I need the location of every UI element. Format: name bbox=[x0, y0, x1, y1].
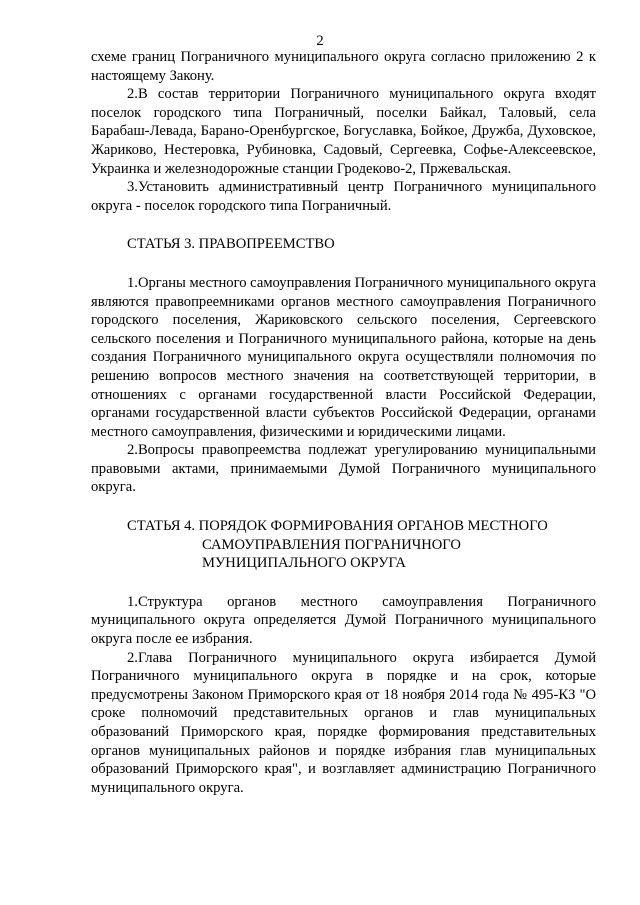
page-number: 2 bbox=[316, 33, 324, 49]
article-4-paragraph-1: 1.Структура органов местного самоуправления Пограничного муниципального округа определяется Думой Пограничного муниципального округа после ее избрания. bbox=[91, 593, 596, 648]
paragraph-continuation: схеме границ Пограничного муниципального округа согласно приложению 2 к настоящему Закону. bbox=[91, 49, 596, 84]
article-3-paragraph-1: 1.Органы местного самоуправления Пограничного муниципального округа являются правопреемниками органов местного самоуправления Пограничного городского поселения, Жариковского сельского поселения, Сергеевского сельского поселения и Пограничного муниципального района, которые на день создания Пограничного муниципального округа осуществляли полномочия по решению вопросов местного значения на соответствующей территории, в отношениях с органами государственной власти Российской Федерации, органами государственной власти субъектов Российской Федерации, органами местного самоуправления, физическими и юридическими лицами. bbox=[91, 274, 596, 440]
article-4-heading-line-1: СТАТЬЯ 4. ПОРЯДОК ФОРМИРОВАНИЯ ОРГАНОВ МЕСТНОГО bbox=[127, 518, 548, 535]
article-4-heading-line-3: МУНИЦИПАЛЬНОГО ОКРУГА bbox=[202, 555, 406, 572]
article-4-heading-line-2: САМОУПРАВЛЕНИЯ ПОГРАНИЧНОГО bbox=[202, 536, 461, 553]
article-4-paragraph-2: 2.Глава Пограничного муниципального округа избирается Думой Пограничного муниципального округа в порядке и на срок, которые предусмотрены Законом Приморского края от 18 ноября 2014 года № 495-КЗ "О сроке полномочий представительных органов и глав муниципальных образований Приморского края, порядке формирования представительных органов муниципальных районов и порядке избрания глав муниципальных образований Приморского края", и возглавляет администрацию Пограничного муниципального округа. bbox=[91, 649, 596, 796]
document-body bbox=[91, 48, 596, 797]
article-3-heading: СТАТЬЯ 3. ПРАВОПРЕЕМСТВО bbox=[127, 236, 335, 253]
article-3-paragraph-2: 2.Вопросы правопреемства подлежат урегулированию муниципальными правовыми актами, принимаемыми Думой Пограничного муниципального округа. bbox=[91, 442, 596, 496]
paragraph-admin-center: 3.Установить административный центр Пограничного муниципального округа - поселок городского типа Пограничный. bbox=[91, 179, 596, 214]
paragraph-territory: 2.В состав территории Пограничного муниципального округа входят поселок городского типа Пограничный, поселки Байкал, Таловый, села Барабаш-Левада, Барано-Оренбургское, Богуславка, Бойкое, Дружба, Духовское, Жариково, Нестеровка, Рубиновка, Садовый, Сергеевка, Софье-Алексеевское, Украинка и железнодорожные станции Гродеково-2, Пржевальская. bbox=[91, 86, 596, 177]
